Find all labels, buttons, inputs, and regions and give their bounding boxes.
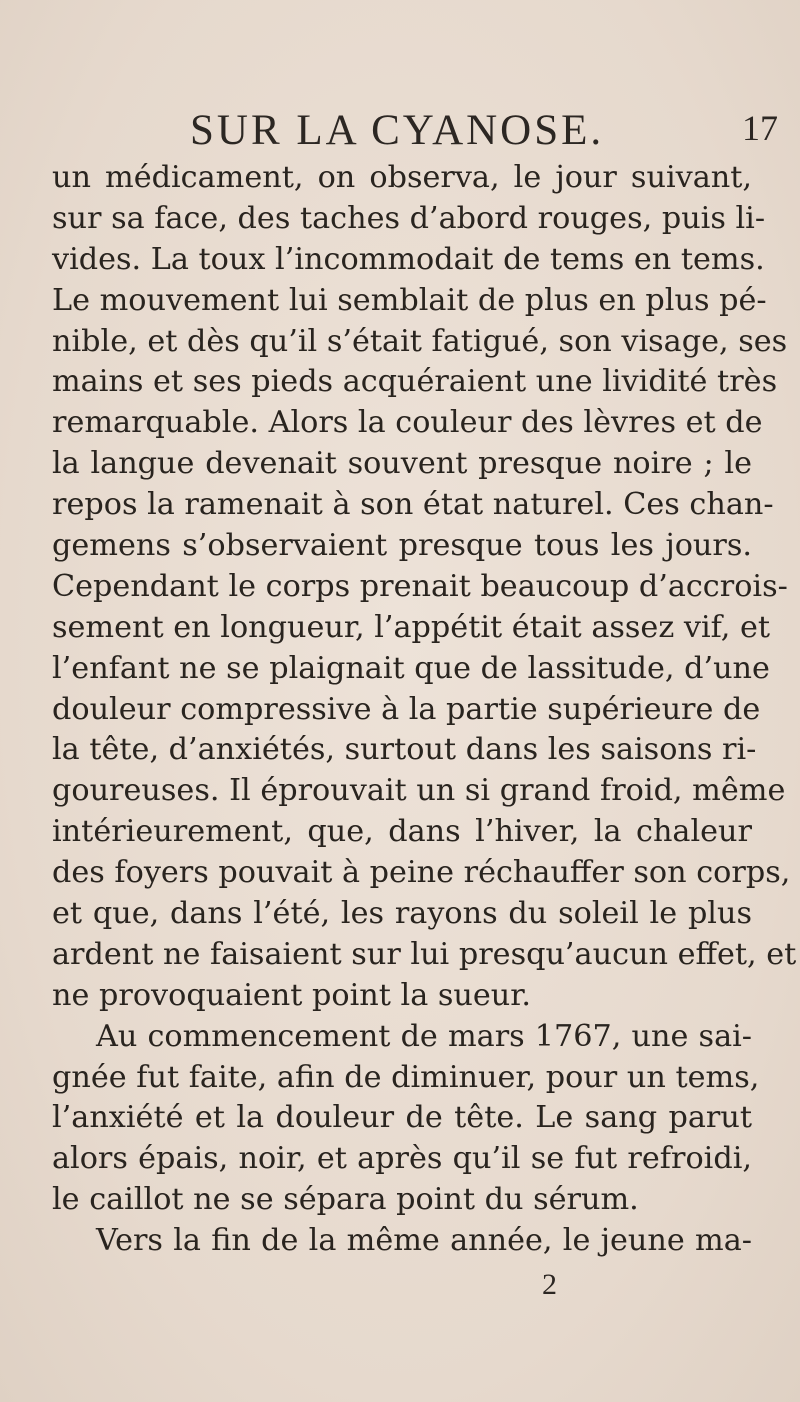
text-line-22: Au commencement de mars 1767, une sai-	[96, 1018, 752, 1054]
text-line-23: gnée fut faite, afin de diminuer, pour un tems,	[52, 1059, 760, 1095]
text-line-19: et que, dans l’été, les rayons du soleil le plus	[52, 896, 752, 931]
text-line-18: des foyers pouvait à peine réchauffer son corps,	[52, 855, 791, 891]
text-line-2: sur sa face, des taches d’abord rouges, puis li-	[52, 200, 766, 236]
text-line-3: vides. La toux l’incommodait de tems en tems.	[52, 241, 765, 277]
text-line-13: l’enfant ne se plaignait que de lassitude, d’une	[52, 650, 770, 686]
text-line-16: goureuses. Il éprouvait un si grand froid, même	[52, 773, 786, 809]
text-line-15: la tête, d’anxiétés, surtout dans les saisons ri-	[52, 732, 757, 768]
text-line-10: gemens s’observaient presque tous les jours.	[52, 528, 752, 563]
text-line-21: ne provoquaient point la sueur.	[52, 977, 532, 1013]
text-line-4: Le mouvement lui semblait de plus en plus pé-	[52, 282, 767, 318]
text-line-20: ardent ne faisaient sur lui presqu’aucun effet, et	[52, 936, 797, 972]
text-line-8: la langue devenait souvent presque noire ; le	[52, 446, 752, 482]
text-line-26: le caillot ne se sépara point du sérum.	[52, 1182, 639, 1218]
text-line-27: Vers la fin de la même année, le jeune ma-	[96, 1223, 752, 1259]
text-line-1: un médicament, on observa, le jour suivant,	[52, 160, 752, 195]
running-head: SUR LA CYANOSE.	[190, 107, 605, 154]
text-line-17: intérieurement, que, dans l’hiver, la chaleur	[52, 814, 752, 850]
text-line-9: repos la ramenait à son état naturel. Ces chan-	[52, 487, 774, 523]
signature-mark: 2	[542, 1268, 557, 1301]
text-line-11: Cependant le corps prenait beaucoup d’accrois-	[52, 568, 788, 604]
page-number: 17	[742, 108, 778, 148]
text-line-7: remarquable. Alors la couleur des lèvres et de	[52, 405, 763, 441]
text-line-5: nible, et dès qu’il s’était fatigué, son visage, ses	[52, 323, 788, 359]
text-line-14: douleur compressive à la partie supérieure de	[52, 691, 761, 727]
text-line-25: alors épais, noir, et après qu’il se fut refroidi,	[52, 1141, 752, 1177]
text-line-6: mains et ses pieds acquéraient une lividité très	[52, 364, 778, 400]
text-line-24: l’anxiété et la douleur de tête. Le sang parut	[52, 1100, 752, 1136]
text-line-12: sement en longueur, l’appétit était assez vif, et	[52, 609, 771, 645]
